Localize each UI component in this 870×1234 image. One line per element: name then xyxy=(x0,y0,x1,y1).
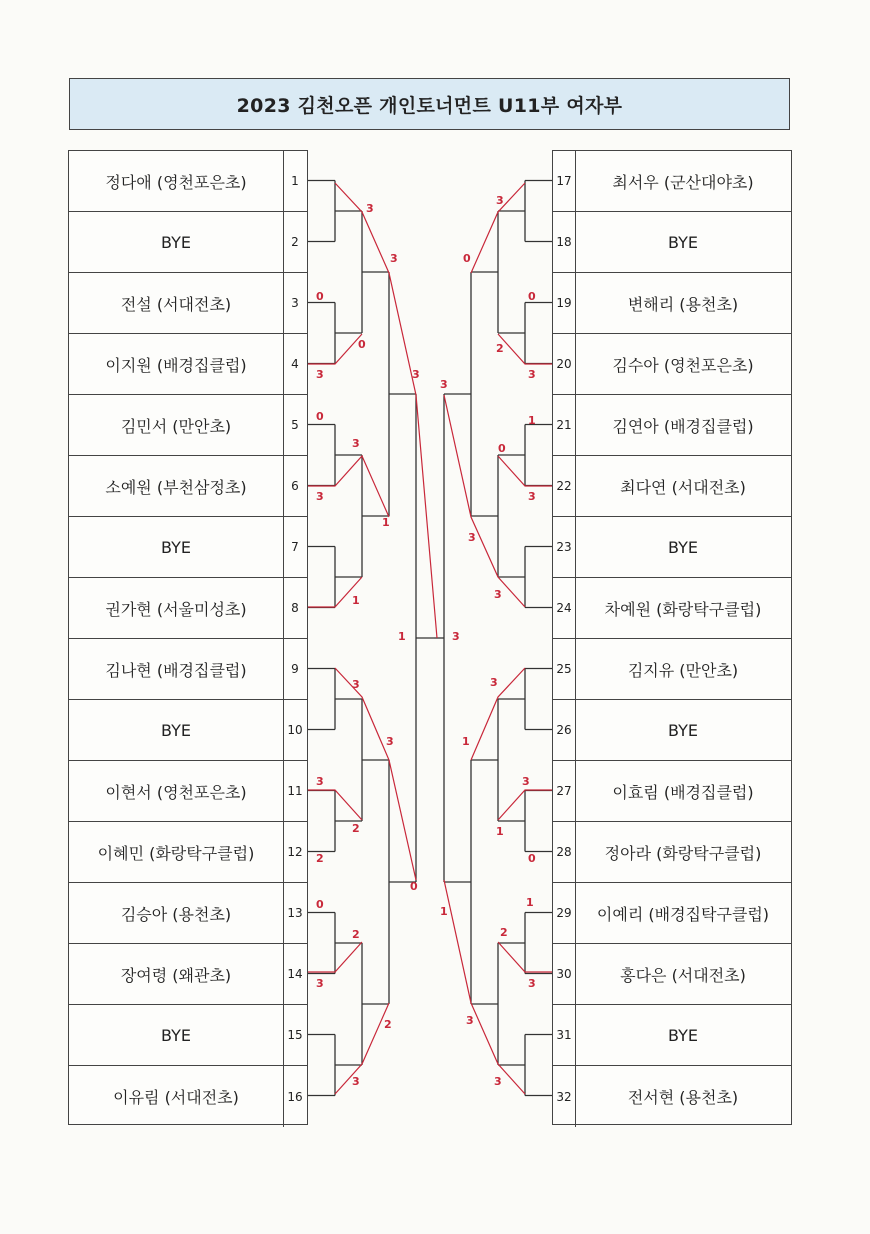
player-name: 장여령 (왜관초) xyxy=(69,944,284,1004)
player-name: 권가현 (서울미성초) xyxy=(69,578,284,638)
player-name: 전서현 (용천초) xyxy=(575,1066,790,1127)
player-name: 홍다은 (서대전초) xyxy=(575,944,790,1004)
player-name: BYE xyxy=(69,212,284,272)
seed-number: 19 xyxy=(556,296,572,310)
score-mark: 1 xyxy=(398,630,406,643)
player-name: 최다연 (서대전초) xyxy=(575,456,790,516)
player-name: 이혜민 (화랑탁구클럽) xyxy=(69,822,284,882)
score-mark: 3 xyxy=(352,678,360,691)
score-mark: 0 xyxy=(528,852,536,865)
player-name: 김나현 (배경집클럽) xyxy=(69,639,284,699)
score-mark: 0 xyxy=(410,880,418,893)
winner-path xyxy=(308,456,389,517)
score-mark: 3 xyxy=(352,437,360,450)
score-mark: 3 xyxy=(496,194,504,207)
score-mark: 3 xyxy=(412,368,420,381)
score-mark: 1 xyxy=(528,414,536,427)
player-name: BYE xyxy=(69,517,284,577)
seed-number: 6 xyxy=(291,479,299,493)
player-name: 소예원 (부천삼정초) xyxy=(69,456,284,516)
seed-number: 1 xyxy=(291,174,299,188)
seed-number: 25 xyxy=(556,662,572,676)
seed-number: 27 xyxy=(556,784,572,798)
player-name: BYE xyxy=(575,700,790,760)
score-mark: 3 xyxy=(390,252,398,265)
seed-number: 21 xyxy=(556,418,572,432)
seed-number: 31 xyxy=(556,1028,572,1042)
player-name: 변해리 (용천초) xyxy=(575,273,790,333)
seed-number: 4 xyxy=(291,357,299,371)
player-name: 정아라 (화랑탁구클럽) xyxy=(575,822,790,882)
seed-number: 11 xyxy=(287,784,303,798)
seed-number: 16 xyxy=(287,1089,303,1104)
winner-path xyxy=(444,395,525,607)
score-mark: 3 xyxy=(494,588,502,601)
player-name: 이유림 (서대전초) xyxy=(69,1066,284,1127)
player-name: BYE xyxy=(575,517,790,577)
player-name: 김승아 (용천초) xyxy=(69,883,284,943)
seed-number: 15 xyxy=(287,1028,303,1042)
score-mark: 3 xyxy=(316,368,324,381)
seed-number: 22 xyxy=(556,479,572,493)
player-name: 김지유 (만안초) xyxy=(575,639,790,699)
seed-number: 18 xyxy=(556,235,572,249)
score-mark: 3 xyxy=(316,490,324,503)
score-mark: 3 xyxy=(528,977,536,990)
score-mark: 3 xyxy=(352,1075,360,1088)
player-name: 김연아 (배경집클럽) xyxy=(575,395,790,455)
score-mark: 3 xyxy=(452,630,460,643)
score-mark: 1 xyxy=(526,896,534,909)
player-name: 최서우 (군산대야초) xyxy=(575,151,790,211)
score-mark: 2 xyxy=(384,1018,392,1031)
score-mark: 2 xyxy=(352,928,360,941)
score-mark: 2 xyxy=(500,926,508,939)
seed-number: 8 xyxy=(291,601,299,615)
score-mark: 1 xyxy=(382,516,390,529)
score-mark: 0 xyxy=(358,338,366,351)
player-name: 김민서 (만안초) xyxy=(69,395,284,455)
score-mark: 3 xyxy=(528,368,536,381)
seed-number: 26 xyxy=(556,723,572,737)
seed-number: 32 xyxy=(556,1089,572,1104)
score-mark: 0 xyxy=(498,442,506,455)
score-mark: 3 xyxy=(386,735,394,748)
player-name: 이지원 (배경집클럽) xyxy=(69,334,284,394)
winner-path xyxy=(444,880,525,1094)
seed-number: 7 xyxy=(291,540,299,554)
seed-number: 30 xyxy=(556,967,572,981)
player-name: 전설 (서대전초) xyxy=(69,273,284,333)
score-mark: 1 xyxy=(462,735,470,748)
seed-number: 28 xyxy=(556,845,572,859)
score-mark: 3 xyxy=(490,676,498,689)
player-name: BYE xyxy=(575,212,790,272)
score-mark: 1 xyxy=(352,594,360,607)
player-name: BYE xyxy=(69,1005,284,1065)
seed-number: 20 xyxy=(556,357,572,371)
seed-number: 10 xyxy=(287,723,303,737)
score-mark: 2 xyxy=(496,342,504,355)
seed-number: 29 xyxy=(556,906,572,920)
winner-path xyxy=(335,668,416,880)
score-mark: 3 xyxy=(316,977,324,990)
score-mark: 3 xyxy=(494,1075,502,1088)
score-mark: 0 xyxy=(463,252,471,265)
seed-number: 24 xyxy=(556,601,572,615)
player-name: 김수아 (영천포은초) xyxy=(575,334,790,394)
seed-number: 2 xyxy=(291,235,299,249)
score-mark: 3 xyxy=(316,775,324,788)
seed-number: 23 xyxy=(556,540,572,554)
player-name: 이효림 (배경집클럽) xyxy=(575,761,790,821)
score-mark: 2 xyxy=(352,822,360,835)
seed-number: 9 xyxy=(291,662,299,676)
tournament-title: 2023 김천오픈 개인토너먼트 U11부 여자부 xyxy=(69,78,790,130)
score-mark: 3 xyxy=(440,378,448,391)
player-name: 차예원 (화랑탁구클럽) xyxy=(575,578,790,638)
score-mark: 0 xyxy=(316,898,324,911)
score-mark: 3 xyxy=(466,1014,474,1027)
score-mark: 0 xyxy=(316,290,324,303)
seed-number: 14 xyxy=(287,967,303,981)
score-mark: 1 xyxy=(496,825,504,838)
seed-number: 12 xyxy=(287,845,303,859)
player-name: BYE xyxy=(69,700,284,760)
player-name: BYE xyxy=(575,1005,790,1065)
score-mark: 3 xyxy=(366,202,374,215)
score-mark: 0 xyxy=(528,290,536,303)
score-mark: 3 xyxy=(468,531,476,544)
seed-number: 3 xyxy=(291,296,299,310)
player-name: 정다애 (영천포은초) xyxy=(69,151,284,211)
score-mark: 0 xyxy=(316,410,324,423)
score-mark: 1 xyxy=(440,905,448,918)
player-name: 이현서 (영천포은초) xyxy=(69,761,284,821)
seed-number: 17 xyxy=(556,174,572,188)
player-name: 이예리 (배경집탁구클럽) xyxy=(575,883,790,943)
winner-path xyxy=(335,183,437,638)
score-mark: 3 xyxy=(522,775,530,788)
score-mark: 3 xyxy=(528,490,536,503)
seed-number: 13 xyxy=(287,906,303,920)
score-mark: 2 xyxy=(316,852,324,865)
seed-number: 5 xyxy=(291,418,299,432)
